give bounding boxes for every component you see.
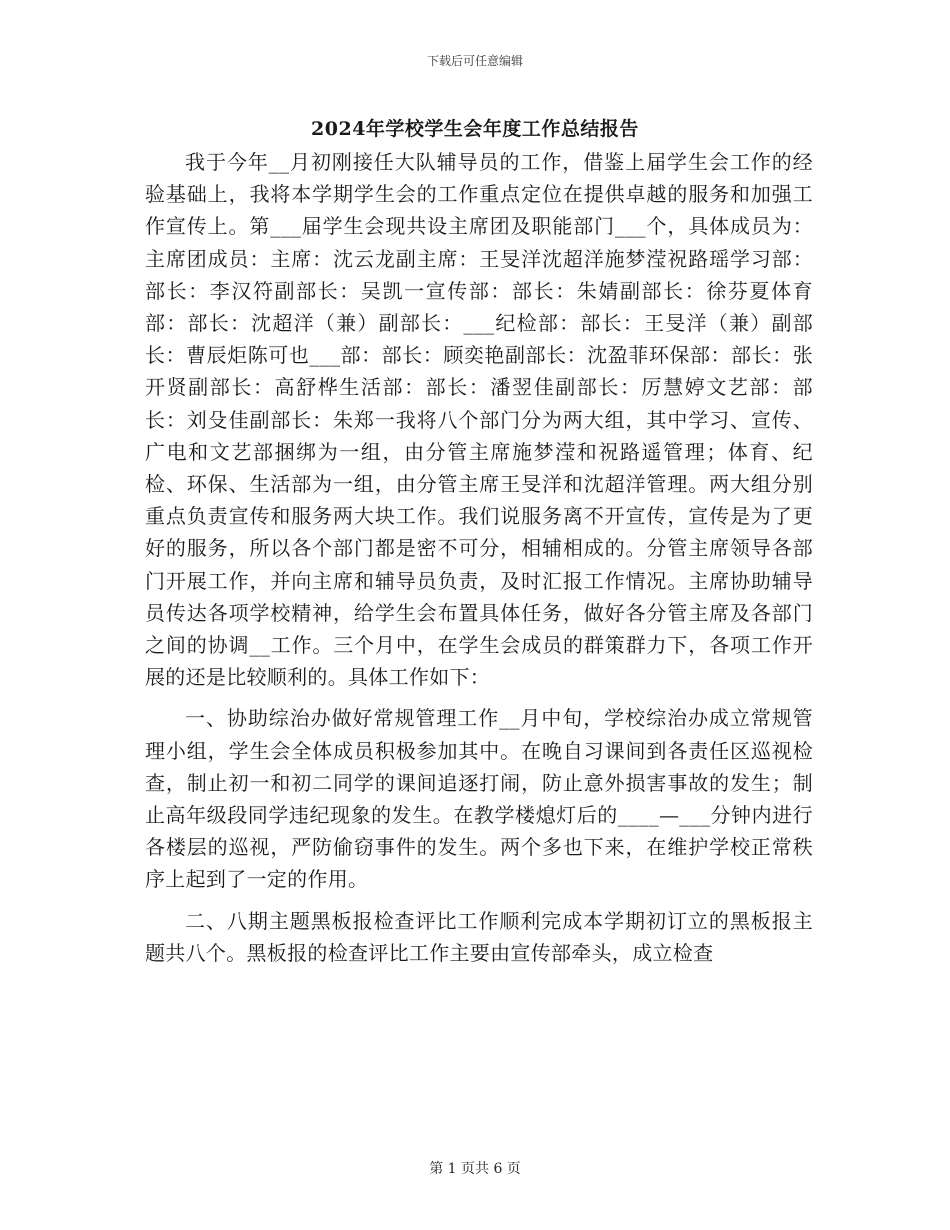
- page-header-note: 下载后可任意编辑: [426, 54, 523, 68]
- paragraph-section-1: 一、协助综治办做好常规管理工作__月中旬，学校综治办成立常规管理小组，学生会全体成员积极参加其中。在晚自习课间到各责任区巡视检查，制止初一和初二同学的课间追逐打闹，防止意外损害事故的发生；制止高年级段同学违纪现象的发生。在教学楼熄灯后的____—___分钟内进行各楼层的巡视，严防偷窃事件的发生。两个多也下来，在维护学校正常秩序上起到了一定的作用。: [145, 706, 813, 892]
- paragraph-section-2: 二、八期主题黑板报检查评比工作顺利完成本学期初订立的黑板报主题共八个。黑板报的检查评比工作主要由宣传部牵头，成立检查: [145, 908, 813, 965]
- document-body: [145, 146, 813, 969]
- page-number-footer: 第 1 页共 6 页: [429, 1161, 521, 1177]
- document-title: 2024年学校学生会年度工作总结报告: [311, 118, 639, 140]
- paragraph-intro: 我于今年__月初刚接任大队辅导员的工作，借鉴上届学生会工作的经验基础上，我将本学期学生会的工作重点定位在提供卓越的服务和加强工作宣传上。第___届学生会现共设主席团及职能部门___个，具体成员为：主席团成员：主席：沈云龙副主席：王旻洋沈超洋施梦滢祝路瑶学习部：部长：李汉符副部长：吴凯一宣传部：部长：朱婧副部长：徐芬夏体育部：部长：沈超洋（兼）副部长：___纪检部：部长：王旻洋（兼）副部长：曹辰炬陈可也___部：部长：顾奕艳副部长：沈盈菲环保部：部长：张开贤副部长：高舒桦生活部：部长：潘翌佳副部长：厉慧婷文艺部：部长：刘殳佳副部长：朱郑一我将八个部门分为两大组，其中学习、宣传、广电和文艺部捆绑为一组，由分管主席施梦滢和祝路遥管理；体育、纪检、环保、生活部为一组，由分管主席王旻洋和沈超洋管理。两大组分别重点负责宣传和服务两大块工作。我们说服务离不开宣传，宣传是为了更好的服务，所以各个部门都是密不可分，相辅相成的。分管主席领导各部门开展工作，并向主席和辅导员负责，及时汇报工作情况。主席协助辅导员传达各项学校精神，给学生会布置具体任务，做好各分管主席及各部门之间的协调__工作。三个月中，在学生会成员的群策群力下，各项工作开展的还是比较顺利的。具体工作如下：: [145, 150, 813, 690]
